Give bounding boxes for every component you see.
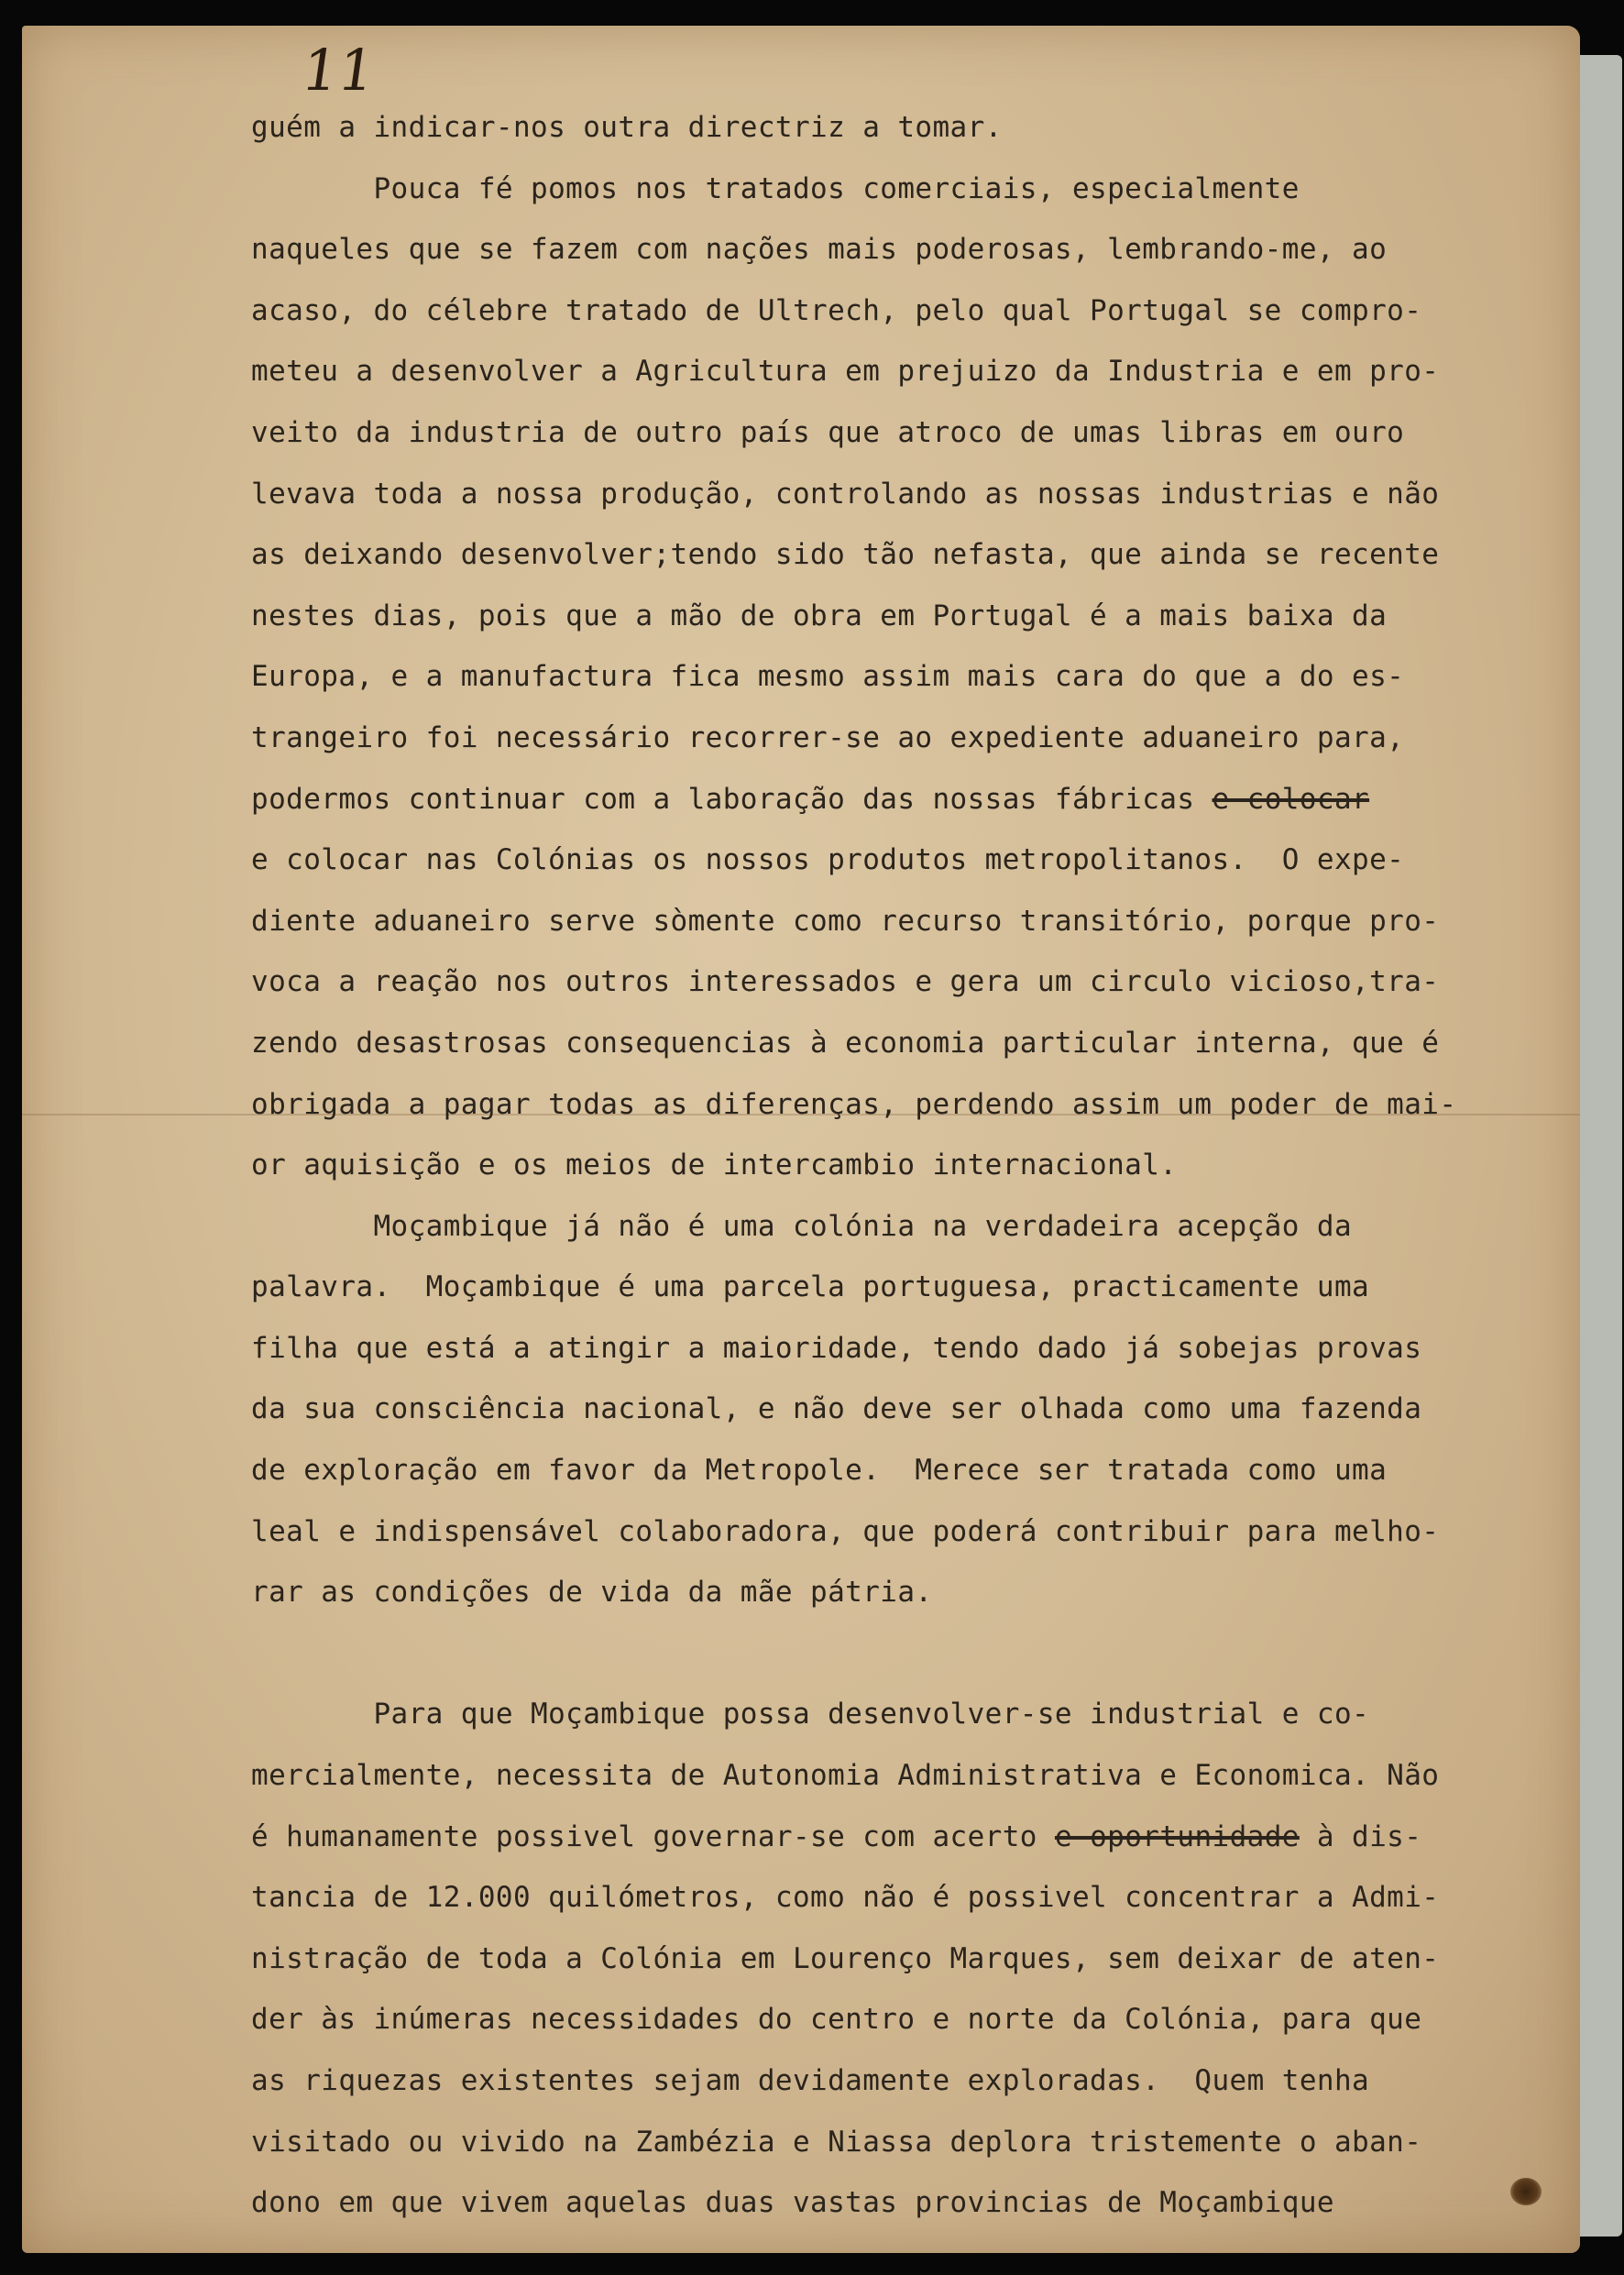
text-line: diente aduaneiro serve sòmente como recurso transitório, porque pro- xyxy=(251,904,1440,938)
text-line: Para que Moçambique possa desenvolver-se industrial e co- xyxy=(251,1698,1370,1731)
text-line: Pouca fé pomos nos tratados comerciais, especialmente xyxy=(251,171,1300,205)
text-line: veito da industria de outro país que atroco de umas libras em ouro xyxy=(251,415,1405,449)
text-line-with-correction xyxy=(251,1807,1525,1868)
text-line: visitado ou vivido na Zambézia e Niassa deplora tristemente o aban- xyxy=(251,2125,1422,2159)
text-line: or aquisição e os meios de intercambio internacional. xyxy=(251,1148,1178,1182)
paragraph-gap xyxy=(251,1623,1525,1685)
text-line: trangeiro foi necessário recorrer-se ao expediente aduaneiro para, xyxy=(251,720,1405,754)
text-line: filha que está a atingir a maioridade, tendo dado já sobejas provas xyxy=(251,1331,1422,1365)
text-line-with-correction xyxy=(251,769,1525,830)
text-line: leal e indispensável colaboradora, que poderá contribuir para melho- xyxy=(251,1514,1440,1548)
text-line: levava toda a nossa produção, controlando as nossas industrias e não xyxy=(251,477,1440,511)
struck-text: e oportunidade xyxy=(1054,1819,1300,1853)
text-line: guém a indicar-nos outra directriz a tomar. xyxy=(251,111,1003,144)
text-line: e colocar nas Colónias os nossos produtos metropolitanos. O expe- xyxy=(251,843,1405,877)
text-line: nestes dias, pois que a mão de obra em Portugal é a mais baixa da xyxy=(251,599,1388,632)
text-line: mercialmente, necessita de Autonomia Administrativa e Economica. Não xyxy=(251,1759,1440,1793)
struck-text: e colocar xyxy=(1212,782,1370,816)
text-line: da sua consciência nacional, e não deve ser olhada como uma fazenda xyxy=(251,1392,1422,1426)
handwritten-page-number: 11 xyxy=(297,37,380,104)
text-line: meteu a desenvolver a Agricultura em prejuizo da Industria e em pro- xyxy=(251,355,1440,389)
text-segment: é humanamente possivel governar-se com acerto xyxy=(251,1819,1055,1853)
document-body xyxy=(251,97,1525,2234)
text-line: as deixando desenvolver;tendo sido tão nefasta, que ainda se recente xyxy=(251,538,1440,572)
text-line: Moçambique já não é uma colónia na verdadeira acepção da xyxy=(251,1209,1353,1243)
text-line: as riquezas existentes sejam devidamente exploradas. Quem tenha xyxy=(251,2064,1370,2097)
text-line: der às inúmeras necessidades do centro e norte da Colónia, para que xyxy=(251,2003,1422,2037)
text-segment: podermos continuar com a laboração das nossas fábricas xyxy=(251,782,1213,816)
text-line: acaso, do célebre tratado de Ultrech, pelo qual Portugal se compro- xyxy=(251,293,1422,327)
text-line: naqueles que se fazem com nações mais poderosas, lembrando-me, ao xyxy=(251,233,1388,267)
text-line: nistração de toda a Colónia em Lourenço Marques, sem deixar de aten- xyxy=(251,1941,1440,1975)
text-line: de exploração em favor da Metropole. Merece ser tratada como uma xyxy=(251,1454,1388,1488)
text-segment: à dis- xyxy=(1299,1819,1422,1853)
text-line: rar as condições de vida da mãe pátria. xyxy=(251,1576,933,1610)
text-line: Europa, e a manufactura fica mesmo assim mais cara do que a do es- xyxy=(251,660,1405,694)
text-line: palavra. Moçambique é uma parcela portuguesa, practicamente uma xyxy=(251,1270,1370,1304)
text-line: dono em que vivem aquelas duas vastas provincias de Moçambique xyxy=(251,2186,1334,2220)
text-line: obrigada a pagar todas as diferenças, perdendo assim um poder de mai- xyxy=(251,1087,1457,1121)
text-line: zendo desastrosas consequencias à economia particular interna, que é xyxy=(251,1026,1440,1060)
text-line: tancia de 12.000 quilómetros, como não é possivel concentrar a Admi- xyxy=(251,1881,1440,1915)
text-line: voca a reação nos outros interessados e gera um circulo vicioso,tra- xyxy=(251,965,1440,999)
